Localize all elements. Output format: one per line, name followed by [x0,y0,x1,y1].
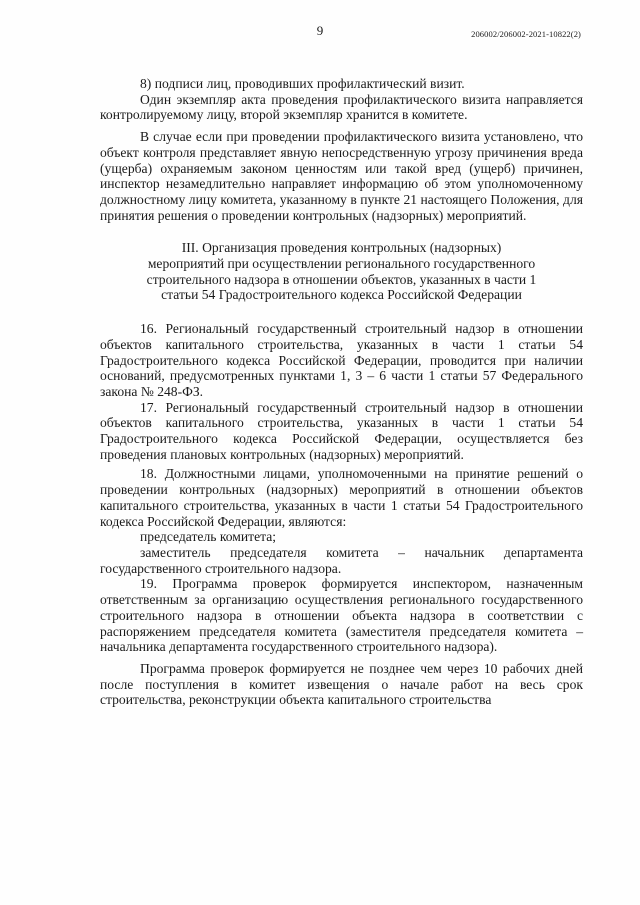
list-item-chairman: председатель комитета; [140,529,277,545]
paragraph-19: 19. Программа проверок формируется инспектором, назначенным ответственным за организацию осуществления регионального государственного строительного надзора в отношении объекта надзора в соответствии с распоряжением председателя комитета (заместителя председателя комитета – начальника департамента государственного строительного надзора). [100,576,583,655]
paragraph-18: 18. Должностными лицами, уполномоченными на принятие решений о проведении контрольных (надзорных) мероприятий в отношении объектов капитального строительства, указанных в части 1 статьи 54 Градостроительного кодекса Российской Федерации, являются: [100,466,583,529]
paragraph-16: 16. Региональный государственный строительный надзор в отношении объектов капитального строительства, указанных в части 1 статьи 54 Градостроительного кодекса Российской Федерации, проводится при наличии оснований, предусмотренных пунктами 1, 3 – 6 части 1 статьи 57 Федерального закона № 248-ФЗ. [100,321,583,399]
paragraph-19-continuation: Программа проверок формируется не позднее чем через 10 рабочих дней после поступления в комитет извещения о начале работ на весь срок строительства, реконструкции объекта капитального строительства [100,660,583,708]
paragraph-signatures: 8) подписи лиц, проводивших профилактический визит. [140,76,465,91]
paragraph-immediate-threat: В случае если при проведении профилактического визита установлено, что объект контроля представляет явную непосредственную угрозу причинения вреда (ущерба) охраняемым законом ценностям или такой вред (ущерб) причинен, инспектор незамедлительно направляет информацию об этом уполномоченному должностному лицу комитета, указанному в пункте 21 настоящего Положения, для принятия решения о проведении контрольных (надзорных) мероприятий. [100,129,583,223]
section-heading-line: строительного надзора в отношении объектов, указанных в части 1 [146,271,537,287]
document-body [100,76,583,708]
list-item-deputy-chairman: заместитель председателя комитета – начальник департамента государственного строительного надзора. [100,544,583,576]
page-number: 9 [316,23,324,38]
section-heading [100,240,583,303]
section-heading-line: III. Организация проведения контрольных (надзорных) [181,240,502,256]
document-code: 206002/206002-2021-10822(2) [471,29,581,39]
section-heading-line: статьи 54 Градостроительного кодекса Российской Федерации [161,287,522,303]
section-heading-line: мероприятий при осуществлении регионального государственного [147,256,536,272]
paragraph-17: 17. Региональный государственный строительный надзор в отношении объектов капитального строительства, указанных в части 1 статьи 54 Градостроительного кодекса Российской Федерации, осуществляется без проведения плановых контрольных (надзорных) мероприятий. [100,399,583,462]
paragraph-act-copies: Один экземпляр акта проведения профилактического визита направляется контролируемому лицу, второй экземпляр хранится в комитете. [100,91,583,123]
